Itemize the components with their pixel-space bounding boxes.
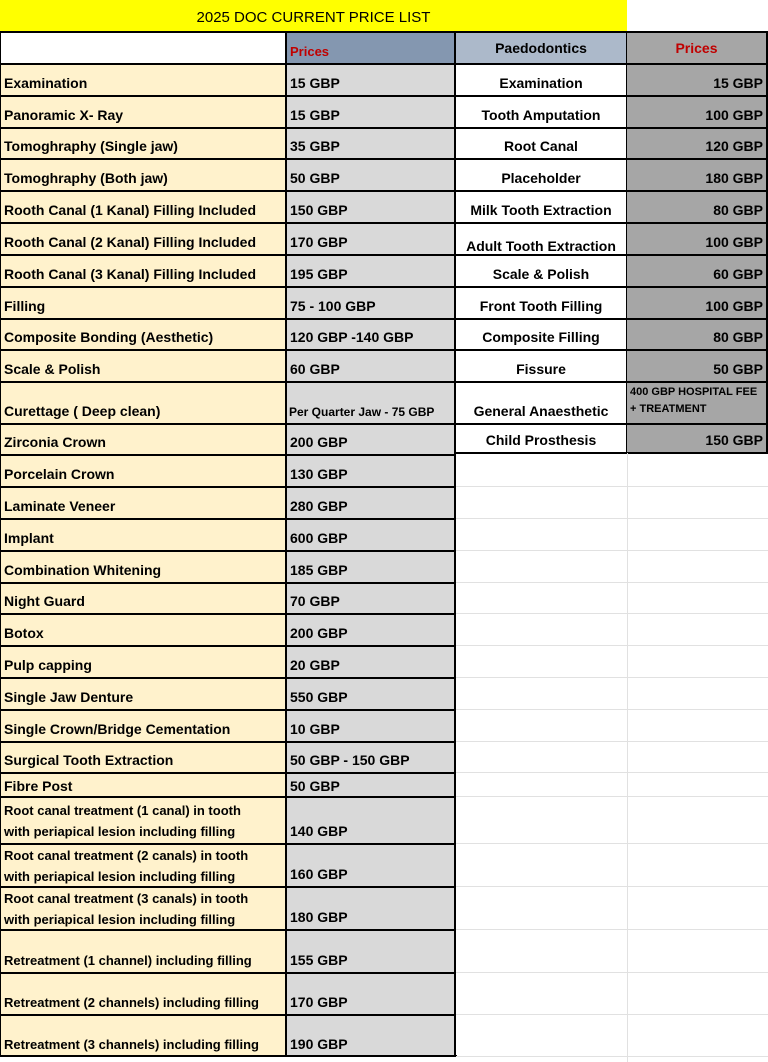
gridline bbox=[456, 843, 768, 844]
service-name[interactable]: Panoramic X- Ray bbox=[0, 95, 285, 127]
service-price[interactable]: 155 GBP bbox=[285, 929, 456, 972]
service-name[interactable]: Combination Whitening bbox=[0, 550, 285, 582]
service-name[interactable]: Rooth Canal (1 Kanal) Filling Included bbox=[0, 190, 285, 222]
service-name[interactable] bbox=[0, 796, 285, 843]
header-paedo-prices[interactable]: Prices bbox=[627, 31, 768, 63]
paedo-service-price[interactable]: 15 GBP bbox=[627, 63, 768, 95]
paedo-service-name[interactable]: Milk Tooth Extraction bbox=[456, 190, 627, 222]
paedo-service-price[interactable]: 100 GBP bbox=[627, 286, 768, 318]
service-name[interactable]: Retreatment (3 channels) including filling bbox=[0, 1014, 285, 1056]
paedo-service-price[interactable]: 100 GBP bbox=[627, 222, 768, 254]
service-name[interactable] bbox=[0, 843, 285, 886]
service-price[interactable]: 50 GBP - 150 GBP bbox=[285, 741, 456, 772]
service-name[interactable]: Single Jaw Denture bbox=[0, 677, 285, 709]
gridline bbox=[456, 645, 768, 646]
service-price[interactable]: 280 GBP bbox=[285, 486, 456, 518]
service-name[interactable]: Porcelain Crown bbox=[0, 454, 285, 486]
service-name[interactable]: Rooth Canal (3 Kanal) Filling Included bbox=[0, 254, 285, 286]
gridline bbox=[456, 1014, 768, 1015]
gridline bbox=[456, 741, 768, 742]
service-name[interactable]: Night Guard bbox=[0, 582, 285, 613]
service-name[interactable]: Filling bbox=[0, 286, 285, 318]
service-name-line-2: with periapical lesion including filling bbox=[4, 823, 236, 839]
service-price[interactable]: 15 GBP bbox=[285, 63, 456, 95]
service-name[interactable]: Tomoghraphy (Single jaw) bbox=[0, 127, 285, 158]
service-name[interactable] bbox=[0, 886, 285, 929]
header-paedodontics[interactable]: Paedodontics bbox=[456, 31, 627, 63]
service-price[interactable]: 70 GBP bbox=[285, 582, 456, 613]
service-price[interactable]: 35 GBP bbox=[285, 127, 456, 158]
service-name[interactable]: Surgical Tooth Extraction bbox=[0, 741, 285, 772]
service-name-line-1: Root canal treatment (1 canal) in tooth bbox=[4, 802, 241, 818]
paedo-service-name[interactable]: Fissure bbox=[456, 349, 627, 381]
paedo-service-name[interactable]: Composite Filling bbox=[456, 318, 627, 349]
service-price[interactable]: 160 GBP bbox=[285, 843, 456, 886]
service-price[interactable]: 170 GBP bbox=[285, 222, 456, 254]
service-name-line-2: with periapical lesion including filling bbox=[4, 911, 236, 927]
service-price[interactable]: 550 GBP bbox=[285, 677, 456, 709]
sheet-title: 2025 DOC CURRENT PRICE LIST bbox=[0, 0, 627, 31]
gridline bbox=[456, 677, 768, 678]
paedo-service-name[interactable]: Tooth Amputation bbox=[456, 95, 627, 127]
service-name[interactable]: Retreatment (2 channels) including filling bbox=[0, 972, 285, 1014]
gridline bbox=[456, 772, 768, 773]
paedo-service-name[interactable]: Scale & Polish bbox=[456, 254, 627, 286]
paedo-service-name[interactable]: Adult Tooth Extraction bbox=[456, 222, 627, 254]
table-bottom-border bbox=[0, 1055, 457, 1057]
service-name[interactable]: Pulp capping bbox=[0, 645, 285, 677]
service-name[interactable]: Tomoghraphy (Both jaw) bbox=[0, 158, 285, 190]
service-name[interactable]: Examination bbox=[0, 63, 285, 95]
service-price[interactable]: 50 GBP bbox=[285, 158, 456, 190]
paedo-service-price[interactable]: 60 GBP bbox=[627, 254, 768, 286]
service-name[interactable]: Curettage ( Deep clean) bbox=[0, 381, 285, 423]
paedo-service-price[interactable]: 50 GBP bbox=[627, 349, 768, 381]
gridline bbox=[456, 550, 768, 551]
service-price[interactable]: 185 GBP bbox=[285, 550, 456, 582]
service-price[interactable]: 200 GBP bbox=[285, 613, 456, 645]
service-name-line-1: Root canal treatment (2 canals) in tooth bbox=[4, 847, 249, 863]
service-price[interactable]: 50 GBP bbox=[285, 772, 456, 796]
service-name[interactable]: Single Crown/Bridge Cementation bbox=[0, 709, 285, 741]
paedo-service-price[interactable]: 80 GBP bbox=[627, 190, 768, 222]
gridline bbox=[456, 1056, 768, 1057]
paedo-service-price[interactable]: 400 GBP HOSPITAL FEE + TREATMENT bbox=[627, 381, 768, 423]
service-price[interactable]: 120 GBP -140 GBP bbox=[285, 318, 456, 349]
service-price[interactable]: 200 GBP bbox=[285, 423, 456, 454]
paedo-service-name[interactable]: Root Canal bbox=[456, 127, 627, 158]
paedo-service-name[interactable]: General Anaesthetic bbox=[456, 381, 627, 423]
gridline bbox=[456, 929, 768, 930]
gridline bbox=[456, 582, 768, 583]
gridline bbox=[456, 486, 768, 487]
paedo-service-price[interactable]: 80 GBP bbox=[627, 318, 768, 349]
service-price[interactable]: 190 GBP bbox=[285, 1014, 456, 1056]
service-price[interactable]: 195 GBP bbox=[285, 254, 456, 286]
paedo-service-name[interactable]: Placeholder bbox=[456, 158, 627, 190]
service-price[interactable]: 150 GBP bbox=[285, 190, 456, 222]
gridline bbox=[456, 613, 768, 614]
service-price[interactable]: 10 GBP bbox=[285, 709, 456, 741]
service-name-line-1: Root canal treatment (3 canals) in tooth bbox=[4, 890, 249, 906]
paedo-service-name[interactable]: Front Tooth Filling bbox=[456, 286, 627, 318]
paedo-service-price[interactable]: 100 GBP bbox=[627, 95, 768, 127]
service-name[interactable]: Fibre Post bbox=[0, 772, 285, 796]
gridline bbox=[456, 972, 768, 973]
service-name[interactable]: Retreatment (1 channel) including filling bbox=[0, 929, 285, 972]
paedo-service-price[interactable]: 150 GBP bbox=[627, 423, 768, 454]
service-name[interactable]: Botox bbox=[0, 613, 285, 645]
service-price[interactable]: 600 GBP bbox=[285, 518, 456, 550]
gridline bbox=[456, 886, 768, 887]
header-empty-cell[interactable] bbox=[0, 31, 285, 63]
service-price[interactable]: 60 GBP bbox=[285, 349, 456, 381]
service-price[interactable]: 180 GBP bbox=[285, 886, 456, 929]
service-price[interactable]: 130 GBP bbox=[285, 454, 456, 486]
gridline bbox=[456, 518, 768, 519]
paedo-service-name[interactable]: Child Prosthesis bbox=[456, 423, 627, 454]
paedo-service-price[interactable]: 120 GBP bbox=[627, 127, 768, 158]
service-name[interactable]: Implant bbox=[0, 518, 285, 550]
service-price[interactable]: 20 GBP bbox=[285, 645, 456, 677]
service-name[interactable]: Composite Bonding (Aesthetic) bbox=[0, 318, 285, 349]
service-name[interactable]: Rooth Canal (2 Kanal) Filling Included bbox=[0, 222, 285, 254]
gridline bbox=[456, 709, 768, 710]
service-price[interactable]: 15 GBP bbox=[285, 95, 456, 127]
service-price[interactable]: 75 - 100 GBP bbox=[285, 286, 456, 318]
service-name[interactable]: Zirconia Crown bbox=[0, 423, 285, 454]
header-prices[interactable]: Prices bbox=[285, 31, 456, 63]
service-name-line-2: with periapical lesion including filling bbox=[4, 868, 236, 884]
service-price[interactable]: 170 GBP bbox=[285, 972, 456, 1014]
service-name[interactable]: Laminate Veneer bbox=[0, 486, 285, 518]
service-price[interactable]: Per Quarter Jaw - 75 GBP bbox=[285, 381, 456, 423]
gridline bbox=[627, 453, 628, 1062]
paedo-service-name[interactable]: Examination bbox=[456, 63, 627, 95]
service-price[interactable]: 140 GBP bbox=[285, 796, 456, 843]
paedo-service-price[interactable]: 180 GBP bbox=[627, 158, 768, 190]
service-name[interactable]: Scale & Polish bbox=[0, 349, 285, 381]
gridline bbox=[456, 796, 768, 797]
